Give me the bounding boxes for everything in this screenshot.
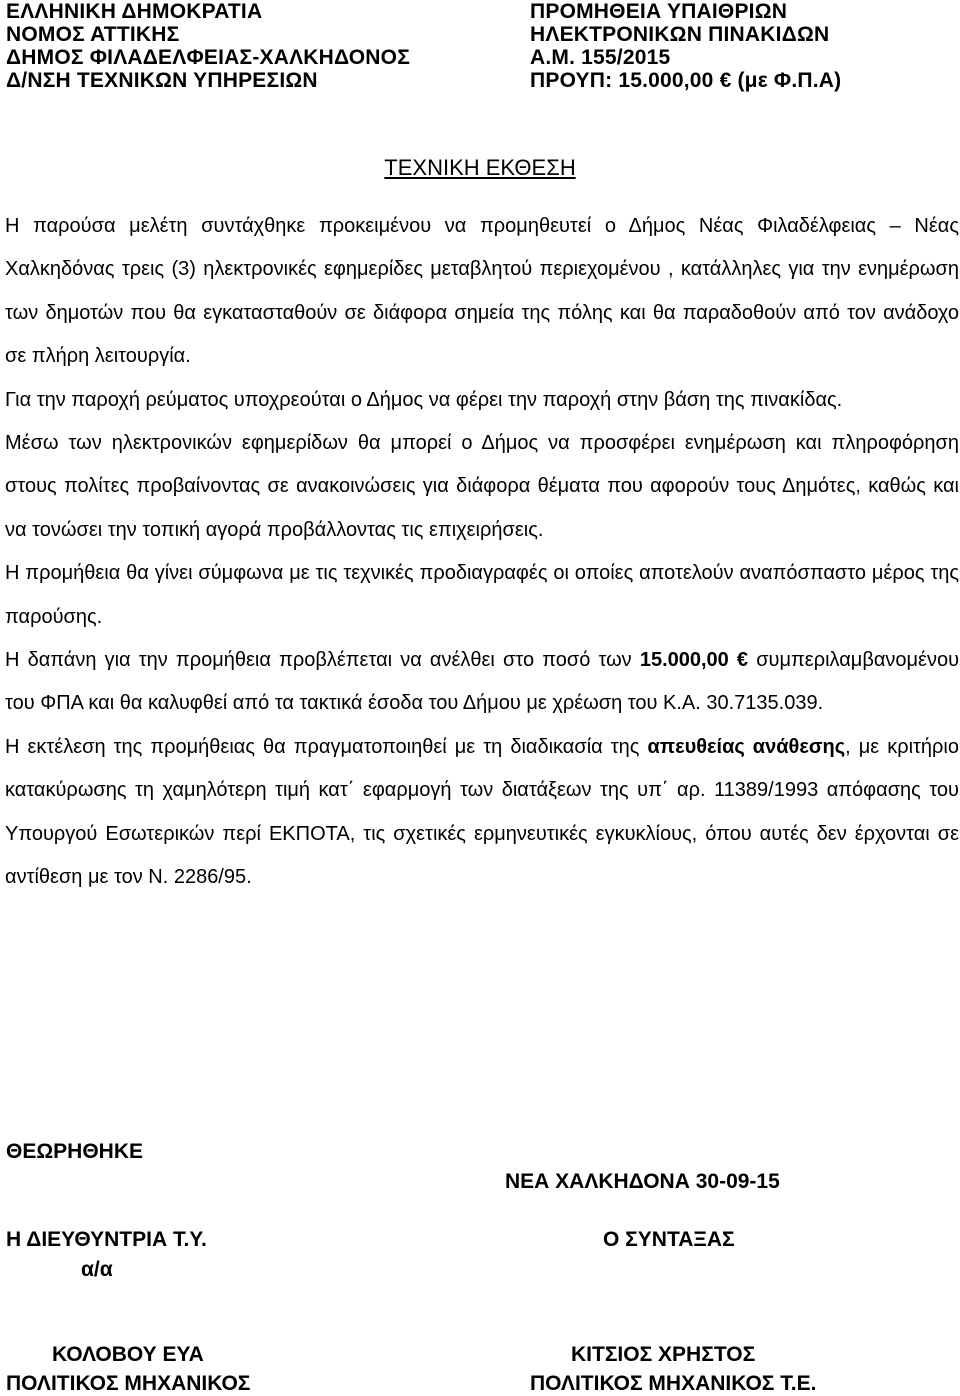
- paragraph-purpose: Η παρούσα μελέτη συντάχθηκε προκειμένου να προμηθευτεί ο Δήμος Νέας Φιλαδέλφειας – Νέας Χαλκηδόνας τρεις (3) ηλεκτρονικές εφημερίδες μεταβλητού περιεχομένου , κατάλληλες για την ενημέρωση των δημοτών που θα εγκατασταθούν σε διάφορα σημεία της πόλης και θα παραδοθούν από τον ανάδοχο σε πλήρη λειτουργία.: [5, 215, 959, 368]
- cost-text-before: Η δαπάνη για την προμήθεια προβλέπεται να ανέλθει στο ποσό των: [5, 649, 640, 672]
- header-line-prefecture: ΝΟΜΟΣ ΑΤΤΙΚΗΣ: [6, 23, 180, 46]
- report-body: [5, 205, 959, 900]
- header-line-project-1: ΠΡΟΜΗΘΕΙΑ ΥΠΑΙΘΡΙΩΝ: [530, 0, 788, 23]
- header-line-budget: ΠΡΟΥΠ: 15.000,00 € (με Φ.Π.Α): [530, 69, 842, 92]
- paragraph-specifications: Η προμήθεια θα γίνει σύμφωνα με τις τεχνικές προδιαγραφές οι οποίες αποτελούν αναπόσπαστο μέρος της παρούσης.: [5, 562, 959, 628]
- paragraph-procedure: [5, 726, 959, 900]
- director-title: Η ΔΙΕΥΘΥΝΤΡΙΑ Τ.Υ.: [6, 1228, 207, 1251]
- header-line-municipality: ΔΗΜΟΣ ΦΙΛΑΔΕΛΦΕΙΑΣ-ΧΑΛΚΗΔΟΝΟΣ: [6, 46, 410, 69]
- place-date: ΝΕΑ ΧΑΛΚΗΔΟΝΑ 30-09-15: [505, 1170, 780, 1193]
- paragraph-cost: [5, 639, 959, 726]
- header-line-study-number: Α.Μ. 155/2015: [530, 46, 671, 69]
- considered-label: ΘΕΩΡΗΘΗΚΕ: [6, 1140, 144, 1163]
- header-project: [530, 0, 841, 92]
- header-issuer: [6, 0, 410, 92]
- author-title: Ο ΣΥΝΤΑΞΑΣ: [603, 1228, 735, 1251]
- document-title: ΤΕΧΝΙΚΗ ΕΚΘΕΣΗ: [384, 155, 576, 180]
- header-line-project-2: ΗΛΕΚΤΡΟΝΙΚΩΝ ΠΙΝΑΚΙΔΩΝ: [530, 23, 830, 46]
- cost-text-after: συμπεριλαμβανομένου του ΦΠΑ και θα καλυφθεί από τα τακτικά έσοδα του Δήμου με χρέωση του Κ.Α. 30.7135.039.: [5, 649, 960, 715]
- header-line-country: ΕΛΛΗΝΙΚΗ ΔΗΜΟΚΡΑΤΙΑ: [6, 0, 263, 23]
- paragraph-power-supply: Για την παροχή ρεύματος υποχρεούται ο Δήμος να φέρει την παροχή στην βάση της πινακίδας.: [5, 388, 843, 411]
- author-name: ΚΙΤΣΙΟΣ ΧΡΗΣΤΟΣ: [571, 1343, 756, 1366]
- director-name: ΚΟΛΟΒΟΥ ΕΥΑ: [52, 1343, 204, 1366]
- procedure-method: απευθείας ανάθεσης: [647, 735, 846, 758]
- director-aa: α/α: [81, 1258, 113, 1281]
- paragraph-benefits: Μέσω των ηλεκτρονικών εφημερίδων θα μπορεί ο Δήμος να προσφέρει ενημέρωση και πληροφόρηση στους πολίτες προβαίνοντας σε ανακοινώσεις για διάφορα θέματα που αφορούν τους Δημότες, καθώς και να τονώσει την τοπική αγορά προβάλλοντας τις επιχειρήσεις.: [5, 432, 959, 541]
- procedure-text-before: Η εκτέλεση της προμήθειας θα πραγματοποιηθεί με τη διαδικασία της: [5, 735, 648, 758]
- cost-amount: 15.000,00 €: [639, 649, 749, 672]
- director-role: ΠΟΛΙΤΙΚΟΣ ΜΗΧΑΝΙΚΟΣ: [6, 1372, 251, 1395]
- procedure-text-after: , με κριτήριο κατακύρωσης τη χαμηλότερη τιμή κατ΄ εφαρμογή των διατάξεων της υπ΄ αρ. 11389/1993 απόφασης του Υπουργού Εσωτερικών περί ΕΚΠΟΤΑ, τις σχετικές ερμηνευτικές εγκυκλίους, όπου αυτές δεν έρχονται σε αντίθεση με τον Ν. 2286/95.: [5, 735, 959, 889]
- header-line-department: Δ/ΝΣΗ ΤΕΧΝΙΚΩΝ ΥΠΗΡΕΣΙΩΝ: [6, 69, 318, 92]
- author-role: ΠΟΛΙΤΙΚΟΣ ΜΗΧΑΝΙΚΟΣ Τ.Ε.: [530, 1372, 817, 1395]
